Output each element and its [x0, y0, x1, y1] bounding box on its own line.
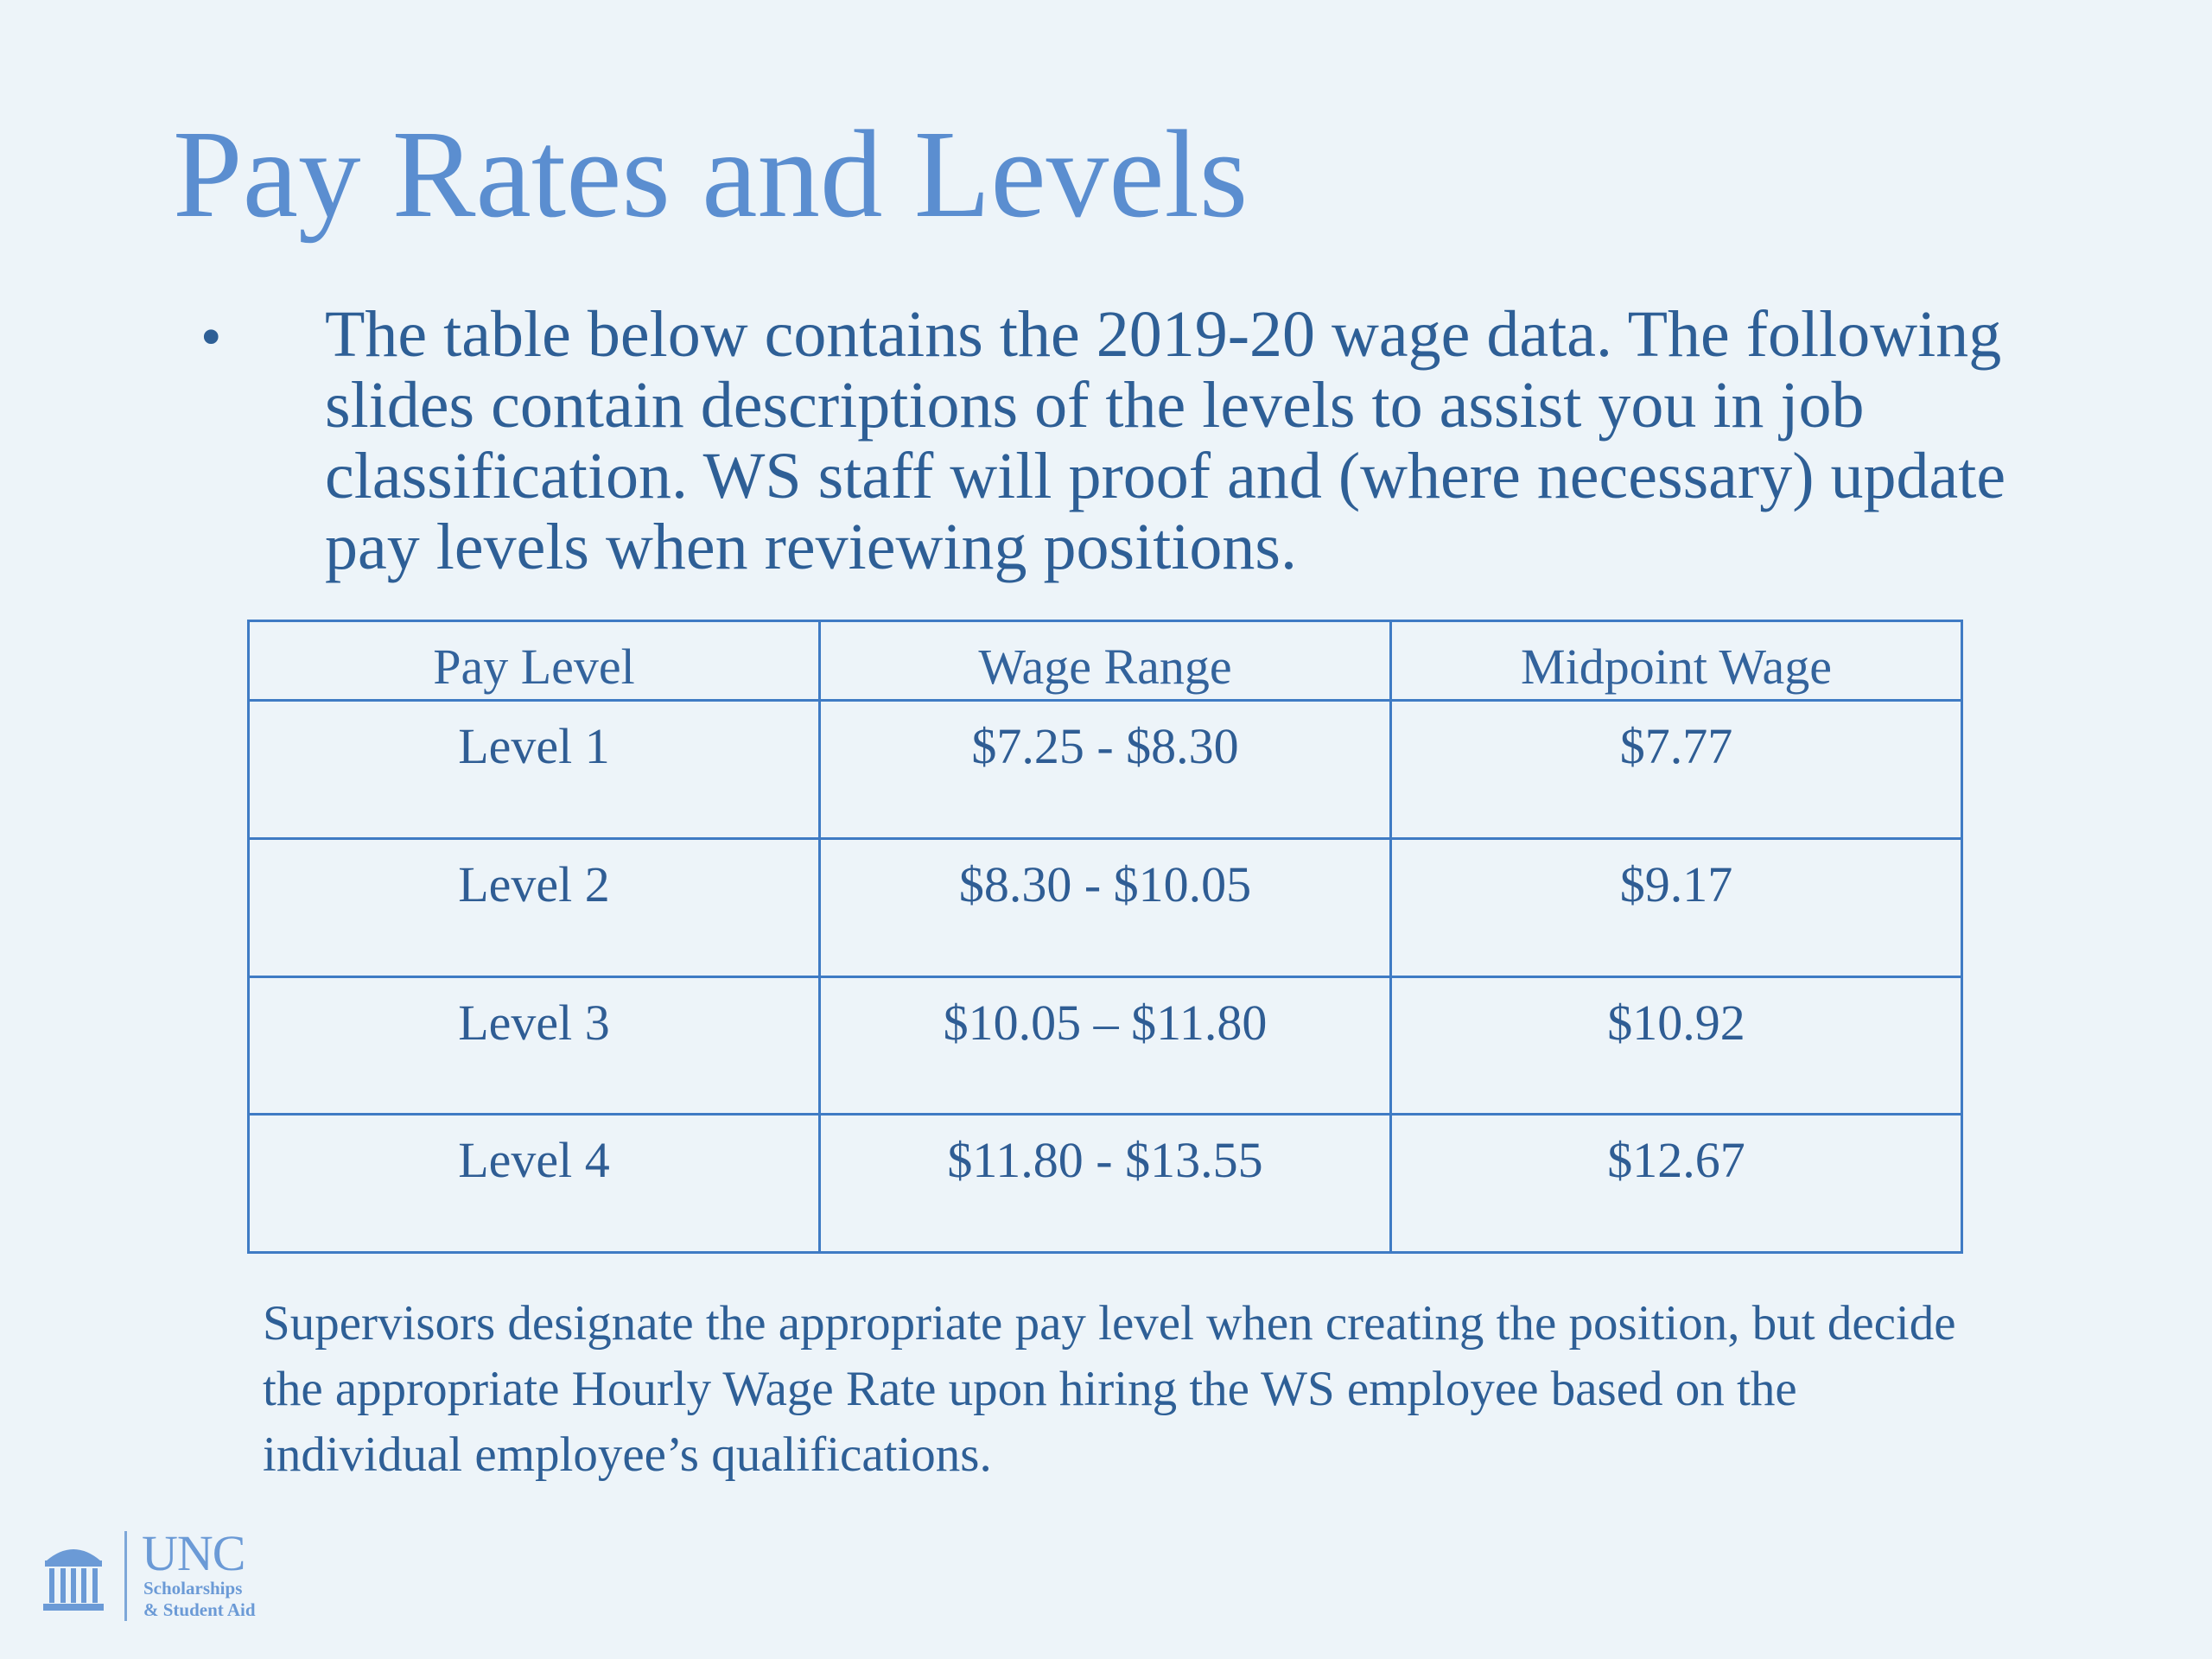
- header-midpoint-wage: Midpoint Wage: [1391, 621, 1962, 701]
- midpoint-wage-cell: $7.77: [1391, 701, 1962, 839]
- header-wage-range: Wage Range: [820, 621, 1391, 701]
- pay-level-cell: Level 3: [249, 976, 820, 1115]
- pay-level-cell: Level 1: [249, 701, 820, 839]
- bullet-marker: •: [200, 304, 222, 371]
- table-row: [249, 701, 1962, 839]
- wage-range-cell: $7.25 - $8.30: [820, 701, 1391, 839]
- logo-subtitle-line1: Scholarships: [143, 1578, 243, 1599]
- wage-range-cell: $11.80 - $13.55: [820, 1115, 1391, 1253]
- wage-table: [247, 620, 1963, 1254]
- unc-logo: [41, 1525, 283, 1624]
- table-row: [249, 976, 1962, 1115]
- logo-subtitle-line2: & Student Aid: [143, 1599, 256, 1620]
- header-pay-level: Pay Level: [249, 621, 820, 701]
- wage-range-cell: $8.30 - $10.05: [820, 838, 1391, 976]
- table-header-row: [249, 621, 1962, 701]
- wage-range-cell: $10.05 – $11.80: [820, 976, 1391, 1115]
- pay-level-cell: Level 2: [249, 838, 820, 976]
- table-row: [249, 1115, 1962, 1253]
- old-well-icon: [41, 1535, 105, 1612]
- pay-level-cell: Level 4: [249, 1115, 820, 1253]
- table-row: [249, 838, 1962, 976]
- logo-divider: [124, 1531, 127, 1621]
- midpoint-wage-cell: $9.17: [1391, 838, 1962, 976]
- footnote-text: Supervisors designate the appropriate pay level when creating the position, but decide the appropriate Hourly Wage Rate upon hiring the WS employee based on the individual employee’s qualifications.: [263, 1296, 1956, 1482]
- logo-name: UNC: [142, 1525, 245, 1581]
- midpoint-wage-cell: $10.92: [1391, 976, 1962, 1115]
- midpoint-wage-cell: $12.67: [1391, 1115, 1962, 1253]
- slide-title: Pay Rates and Levels: [173, 105, 1249, 244]
- intro-text: The table below contains the 2019-20 wage data. The following slides contain descriptions of the levels to assist you in job classification. WS staff will proof and (where necessary) update pay levels when reviewing positions.: [325, 298, 2006, 583]
